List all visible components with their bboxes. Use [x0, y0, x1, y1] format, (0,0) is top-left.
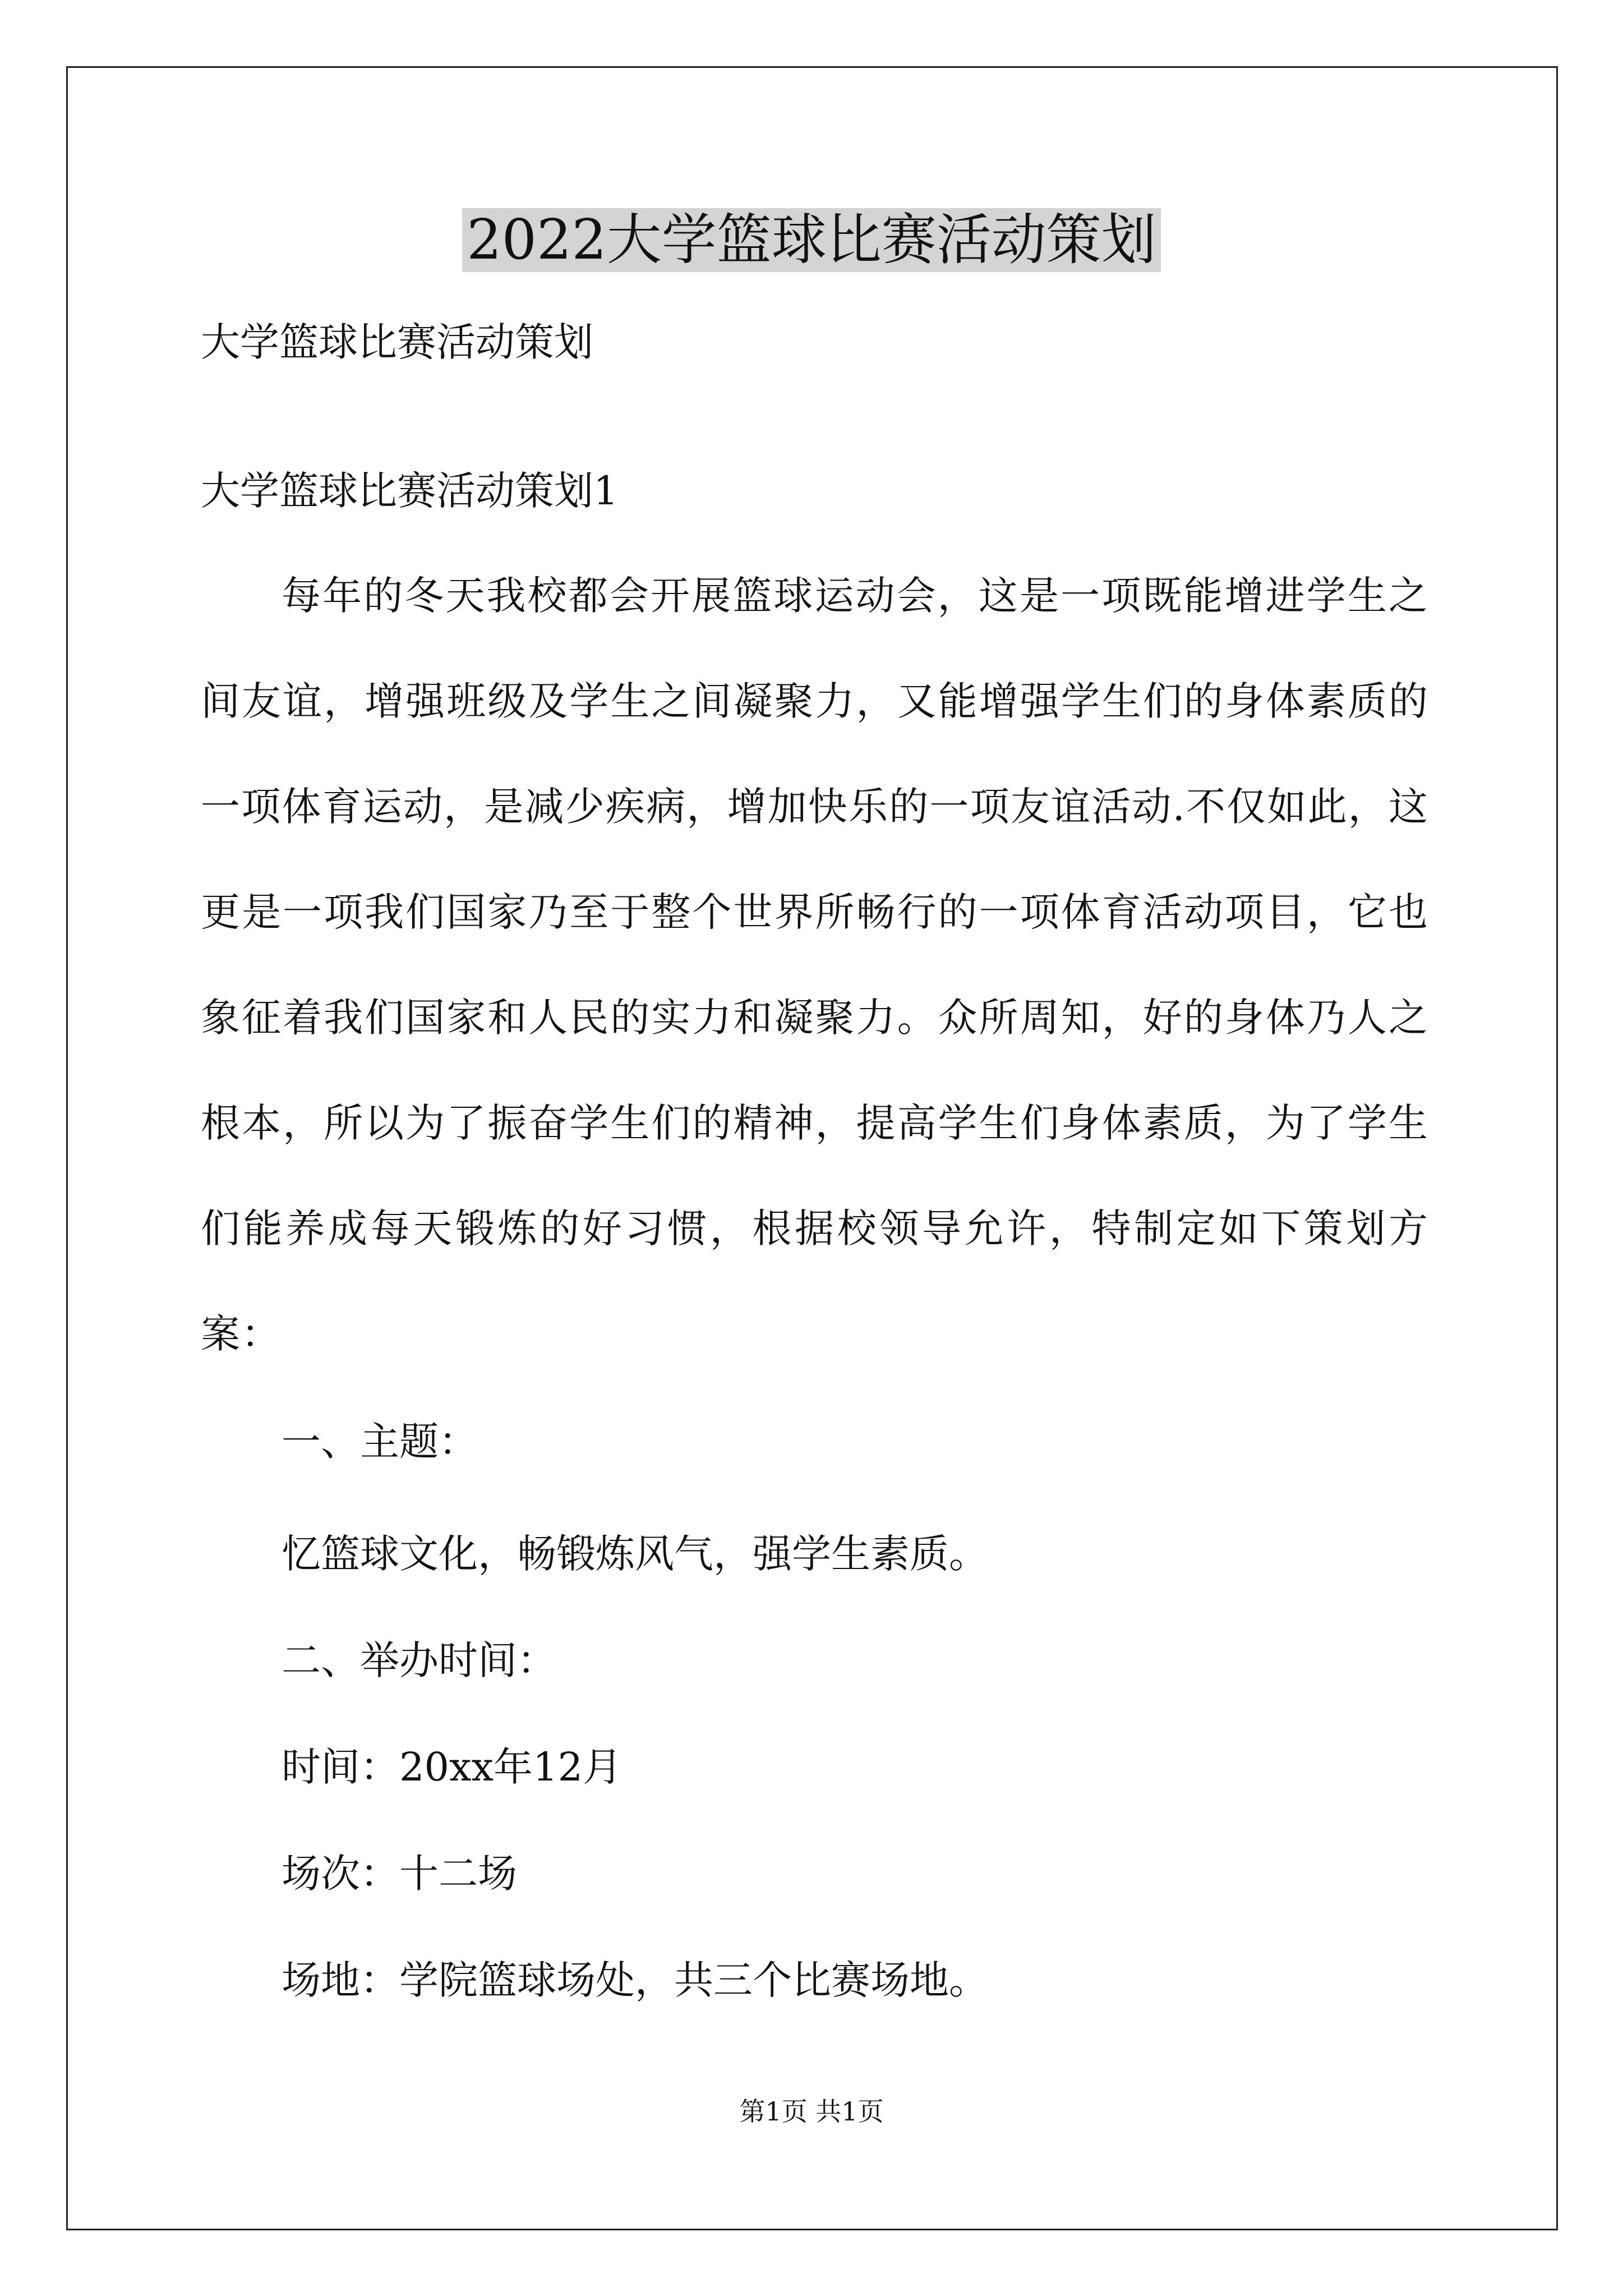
theme-text: 忆篮球文化，畅锻炼风气，强学生素质。	[282, 1531, 988, 1577]
time-heading: 二、举办时间：	[282, 1637, 556, 1683]
sessions-detail: 场次：十二场	[282, 1851, 517, 1897]
document-title-text: 2022大学篮球比赛活动策划	[462, 208, 1160, 272]
venue-detail: 场地：学院篮球场处，共三个比赛场地。	[282, 1957, 988, 2003]
time-detail: 时间：20xx年12月	[282, 1744, 623, 1790]
document-subtitle: 大学篮球比赛活动策划	[201, 319, 593, 365]
intro-paragraph: 每年的冬天我校都会开展篮球运动会，这是一项既能增进学生之间友谊，增强班级及学生之间凝聚力，又能增强学生们的身体素质的一项体育运动，是减少疾病，增加快乐的一项友谊活动.不仅如此，这更是一项我们国家乃至于整个世界所畅行的一项体育活动项目，它也象征着我们国家和人民的实力和凝聚力。众所周知，好的身体乃人之根本，所以为了振奋学生们的精神，提高学生们身体素质，为了学生们能养成每天锻炼的好习惯，根据校领导允许，特制定如下策划方案：	[201, 573, 1429, 1357]
document-title	[0, 201, 1623, 279]
page-footer: 第1页 共1页	[739, 2096, 884, 2127]
section-heading: 大学篮球比赛活动策划1	[201, 468, 619, 514]
theme-heading: 一、主题：	[282, 1419, 478, 1465]
